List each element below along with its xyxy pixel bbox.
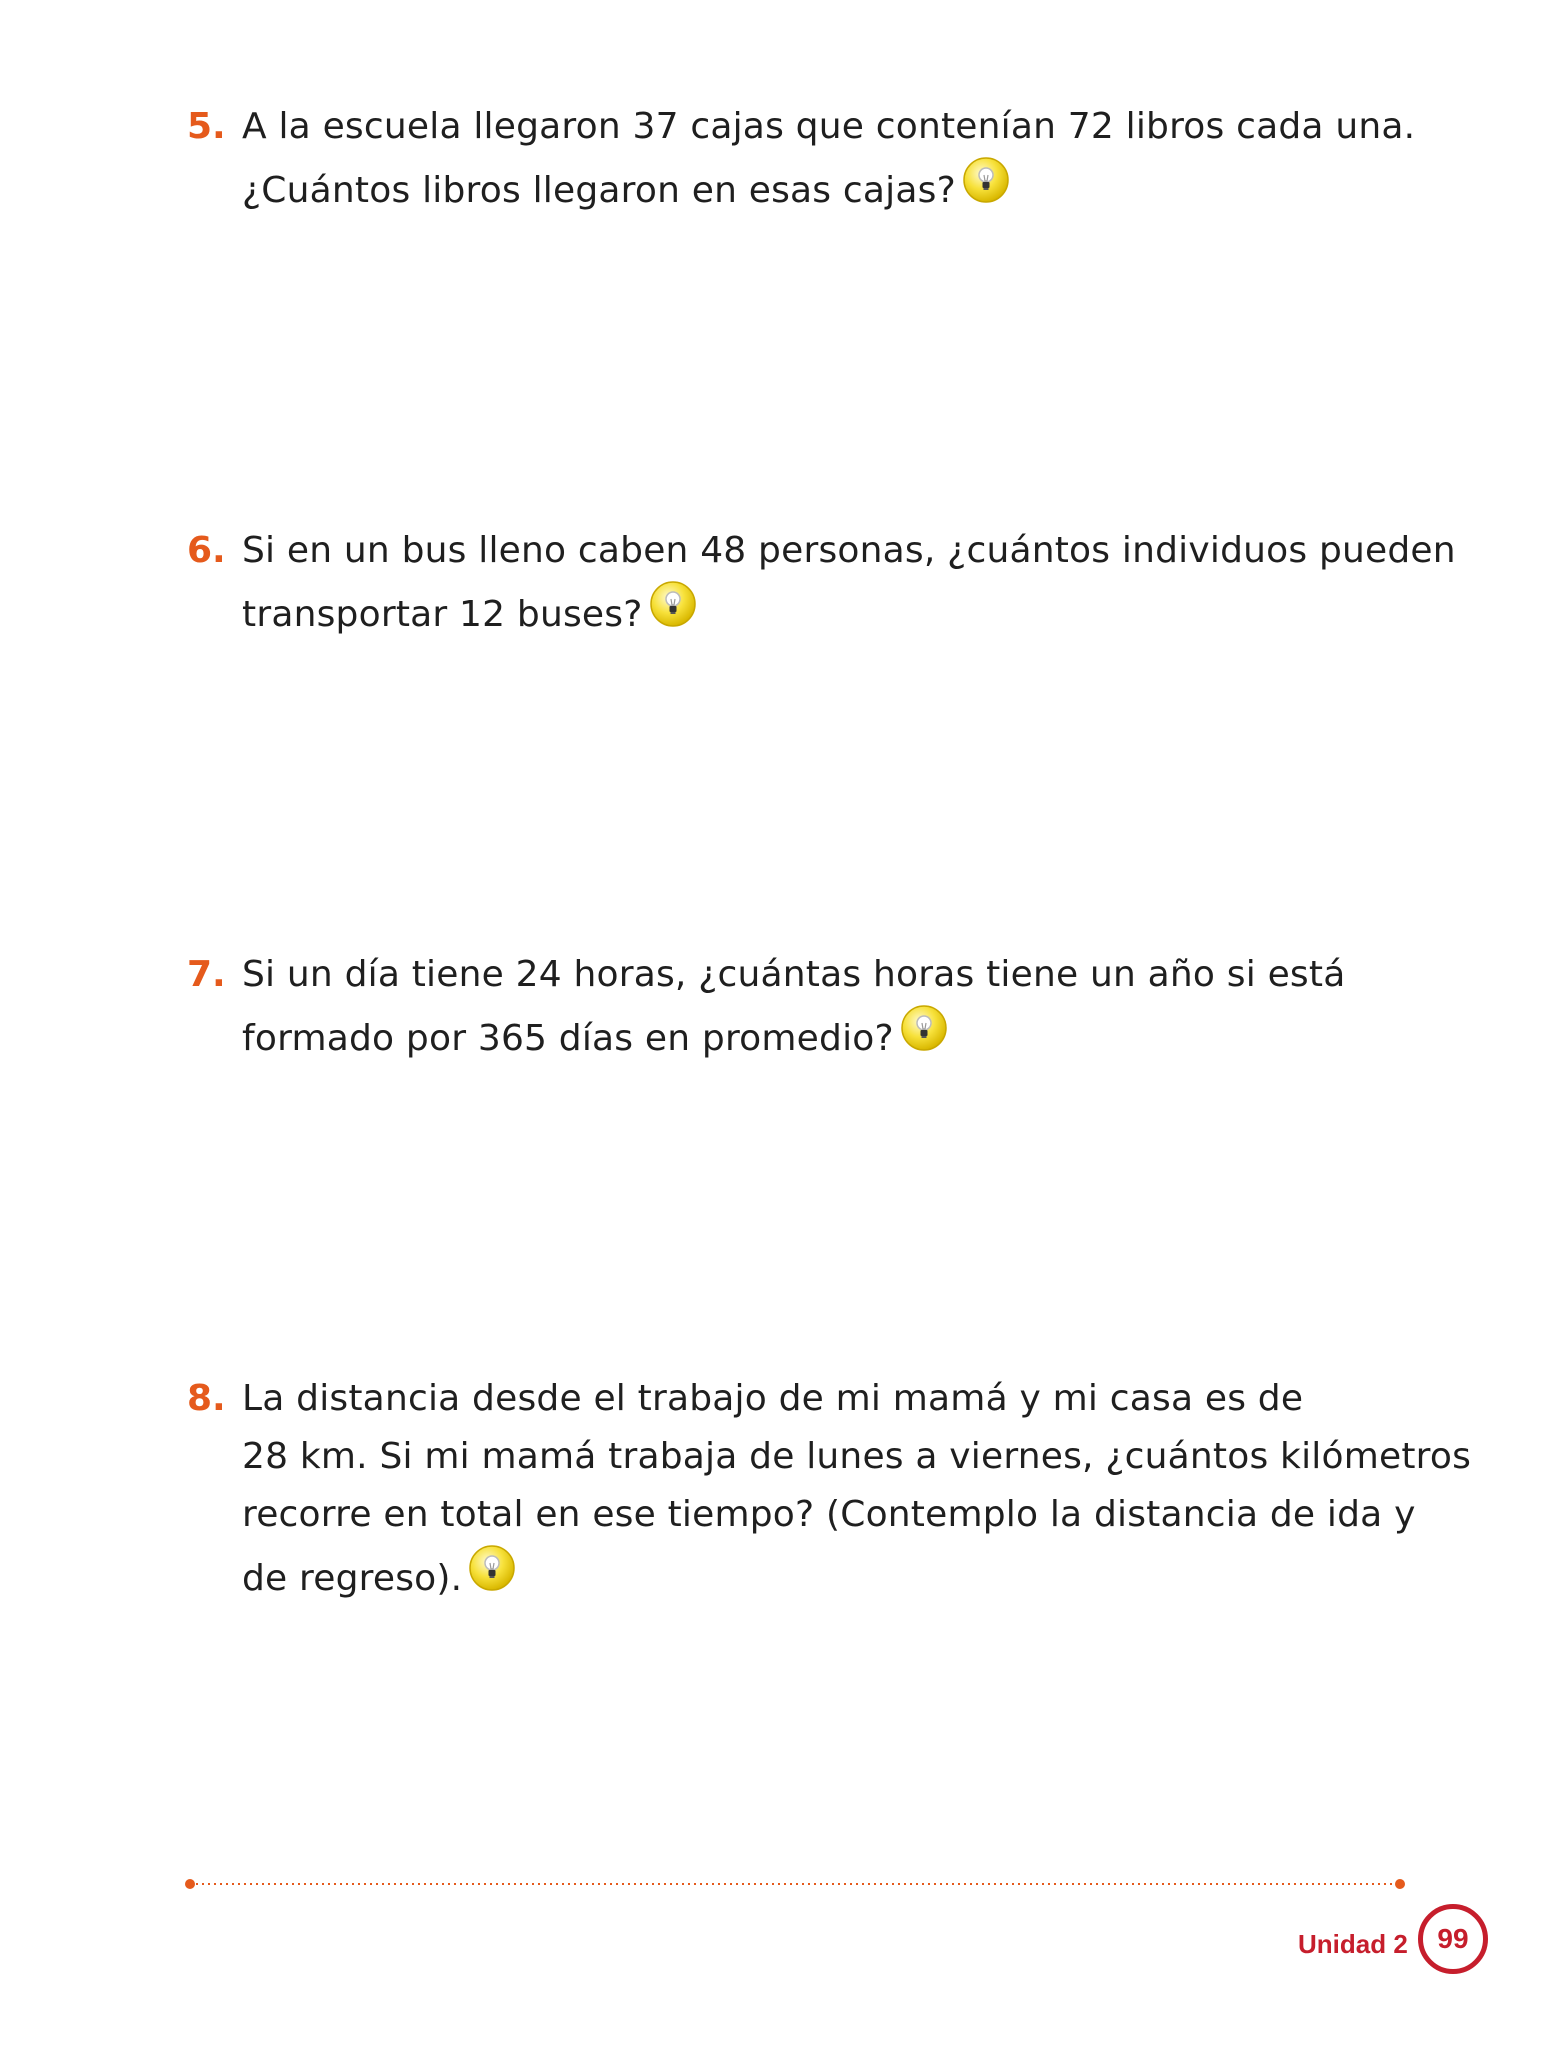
problem-number: 5. bbox=[187, 106, 226, 147]
problem-number: 6. bbox=[187, 530, 226, 571]
problem-line: formado por 365 días en promedio? bbox=[242, 1018, 894, 1059]
problem-line: transportar 12 buses? bbox=[242, 594, 643, 635]
problem-line: Si un día tiene 24 horas, ¿cuántas horas tiene un año si está bbox=[242, 954, 1346, 995]
problem-line: de regreso). bbox=[242, 1558, 463, 1599]
problem-line: A la escuela llegaron 37 cajas que contenían 72 libros cada una. bbox=[242, 106, 1416, 147]
problem-line: recorre en total en ese tiempo? (Contemplo la distancia de ida y bbox=[242, 1494, 1416, 1535]
problem-line: La distancia desde el trabajo de mi mamá y mi casa es de bbox=[242, 1378, 1304, 1419]
problem-line: ¿Cuántos libros llegaron en esas cajas? bbox=[242, 170, 956, 211]
problem-number: 7. bbox=[187, 954, 226, 995]
page-number-badge bbox=[1418, 1904, 1488, 1974]
problem-number: 8. bbox=[187, 1378, 226, 1419]
problem-line: Si en un bus lleno caben 48 personas, ¿cuántos individuos pueden bbox=[242, 530, 1456, 571]
page-number: 99 bbox=[1437, 1923, 1469, 1954]
problem-line: 28 km. Si mi mamá trabaja de lunes a viernes, ¿cuántos kilómetros bbox=[242, 1436, 1472, 1477]
unit-label: Unidad 2 bbox=[1298, 1929, 1408, 1959]
